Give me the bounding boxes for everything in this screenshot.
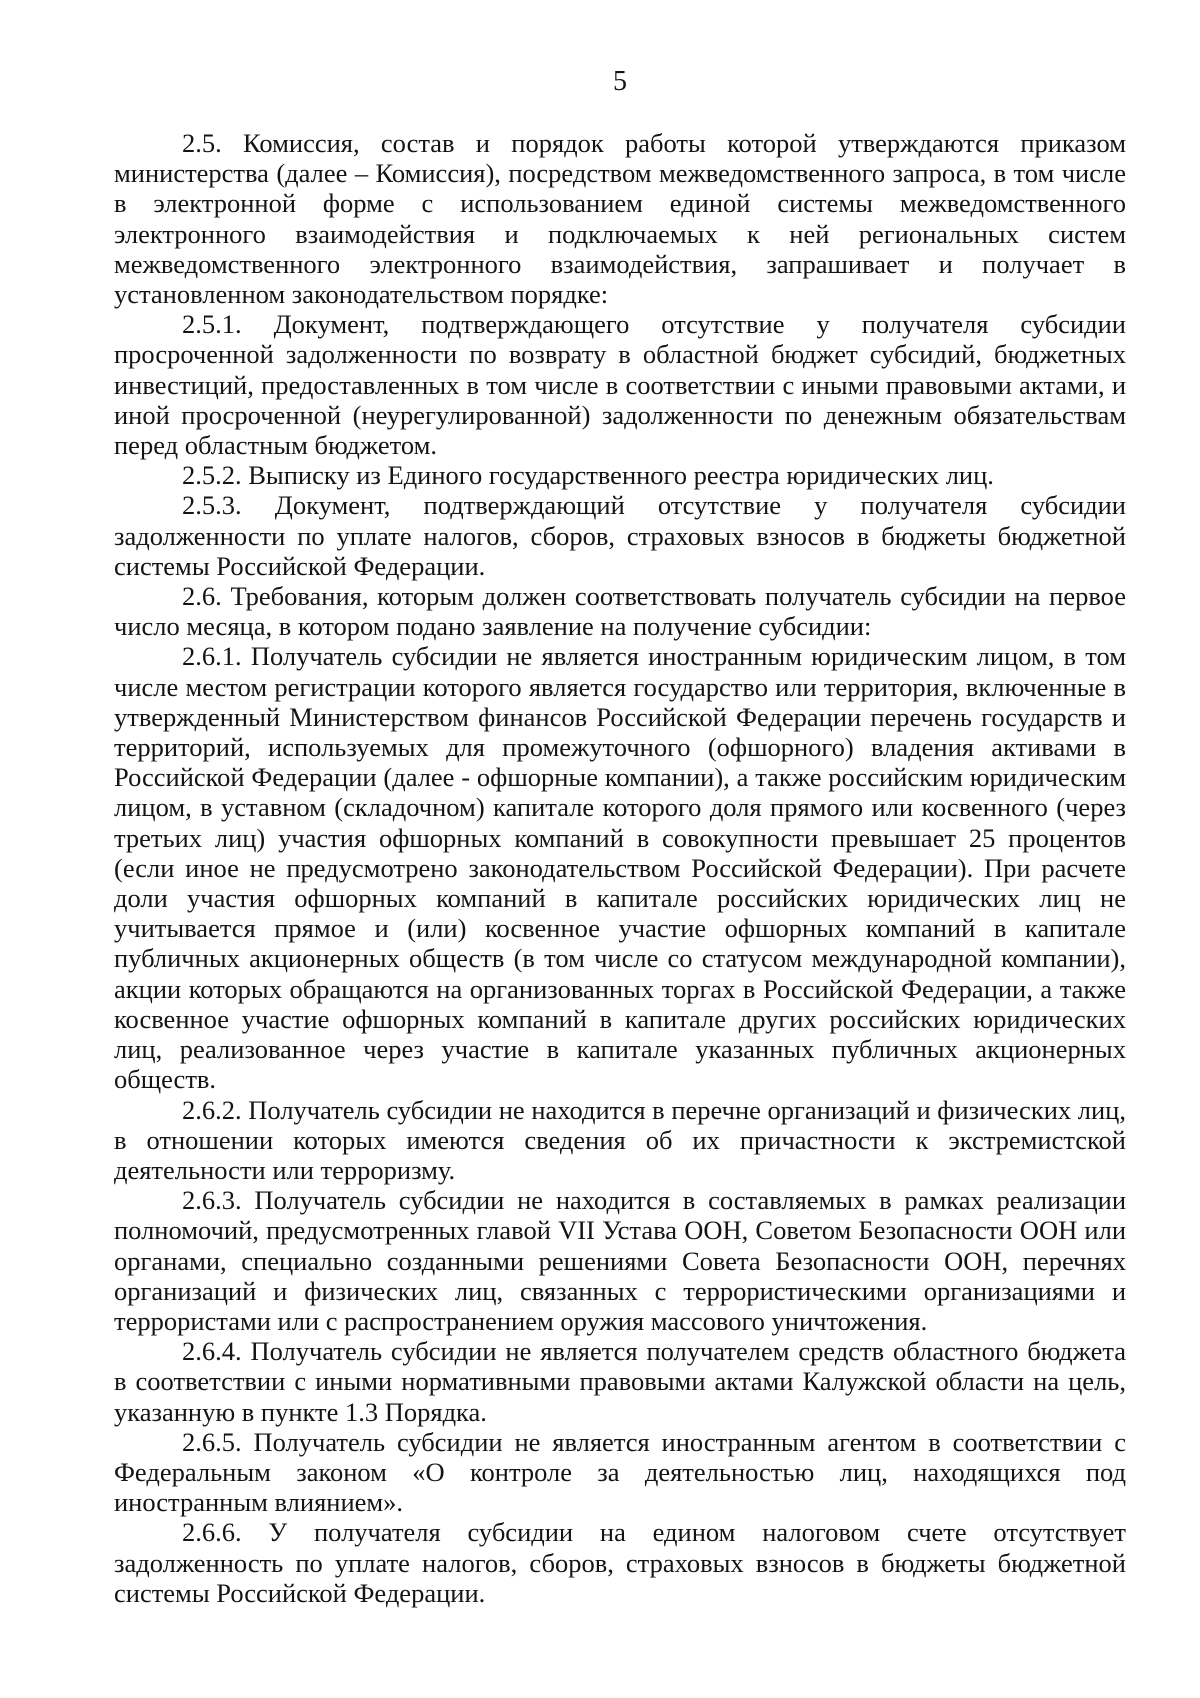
page-number: 5: [613, 66, 627, 97]
paragraph-2-6-5: 2.6.5. Получатель субсидии не является иностранным агентом в соответствии с Федеральным законом «О контроле за деятельностью лиц, находящихся под иностранным влиянием».: [114, 1426, 1126, 1518]
paragraph-2-6-3: 2.6.3. Получатель субсидии не находится в составляемых в рамках реализации полномочий, предусмотренных главой VII Устава ООН, Советом Безопасности ООН или органами, специально созданными решениями Совета Безопасности ООН, перечнях организаций и физических лиц, связанных с террористическими организациями и террористами или с распространением оружия массового уничтожения.: [114, 1185, 1126, 1336]
paragraph-2-6-1: 2.6.1. Получатель субсидии не является иностранным юридическим лицом, в том числе местом регистрации которого является государство или территория, включенные в утвержденный Министерством финансов Российской Федерации перечень государств и территорий, используемых для промежуточного (офшорного) владения активами в Российской Федерации (далее - офшорные компании), а также российским юридическим лицом, в уставном (складочном) капитале которого доля прямого или косвенного (через третьих лиц) участия офшорных компаний в совокупности превышает 25 процентов (если иное не предусмотрено законодательством Российской Федерации). При расчете доли участия офшорных компаний в капитале российских юридических лиц не учитывается прямое и (или) косвенное участие офшорных компаний в капитале публичных акционерных обществ (в том числе со статусом международной компании), акции которых обращаются на организованных торгах в Российской Федерации, а также косвенное участие офшорных компаний в капитале других российских юридических лиц, реализованное через участие в капитале указанных публичных акционерных обществ.: [114, 641, 1126, 1095]
paragraph-2-6-4: 2.6.4. Получатель субсидии не является получателем средств областного бюджета в соответствии с иными нормативными правовыми актами Калужской области на цель, указанную в пункте 1.3 Порядка.: [114, 1336, 1126, 1427]
paragraph-2-5: 2.5. Комиссия, состав и порядок работы которой утверждаются приказом министерства (далее – Комиссия), посредством межведомственного запроса, в том числе в электронной форме с использованием единой системы межведомственного электронного взаимодействия и подключаемых к ней региональных систем межведомственного электронного взаимодействия, запрашивает и получает в установленном законодательством порядке:: [114, 128, 1126, 310]
paragraph-2-5-3: 2.5.3. Документ, подтверждающий отсутствие у получателя субсидии задолженности по уплате налогов, сборов, страховых взносов в бюджеты бюджетной системы Российской Федерации.: [114, 490, 1126, 581]
paragraph-2-6: 2.6. Требования, которым должен соответствовать получатель субсидии на первое число месяца, в котором подано заявление на получение субсидии:: [114, 581, 1126, 642]
paragraph-2-6-2: 2.6.2. Получатель субсидии не находится в перечне организаций и физических лиц, в отношении которых имеются сведения об их причастности к экстремистской деятельности или терроризму.: [114, 1094, 1126, 1185]
paragraph-2-6-6: 2.6.6. У получателя субсидии на едином налоговом счете отсутствует задолженность по уплате налогов, сборов, страховых взносов в бюджеты бюджетной системы Российской Федерации.: [114, 1517, 1126, 1608]
paragraph-2-5-2: 2.5.2. Выписку из Единого государственного реестра юридических лиц.: [182, 460, 994, 491]
document-body: [114, 128, 1126, 1608]
paragraph-2-5-1: 2.5.1. Документ, подтверждающего отсутствие у получателя субсидии просроченной задолженности по возврату в областной бюджет субсидий, бюджетных инвестиций, предоставленных в том числе в соответствии с иными правовыми актами, и иной просроченной (неурегулированной) задолженности по денежным обязательствам перед областным бюджетом.: [114, 309, 1126, 461]
